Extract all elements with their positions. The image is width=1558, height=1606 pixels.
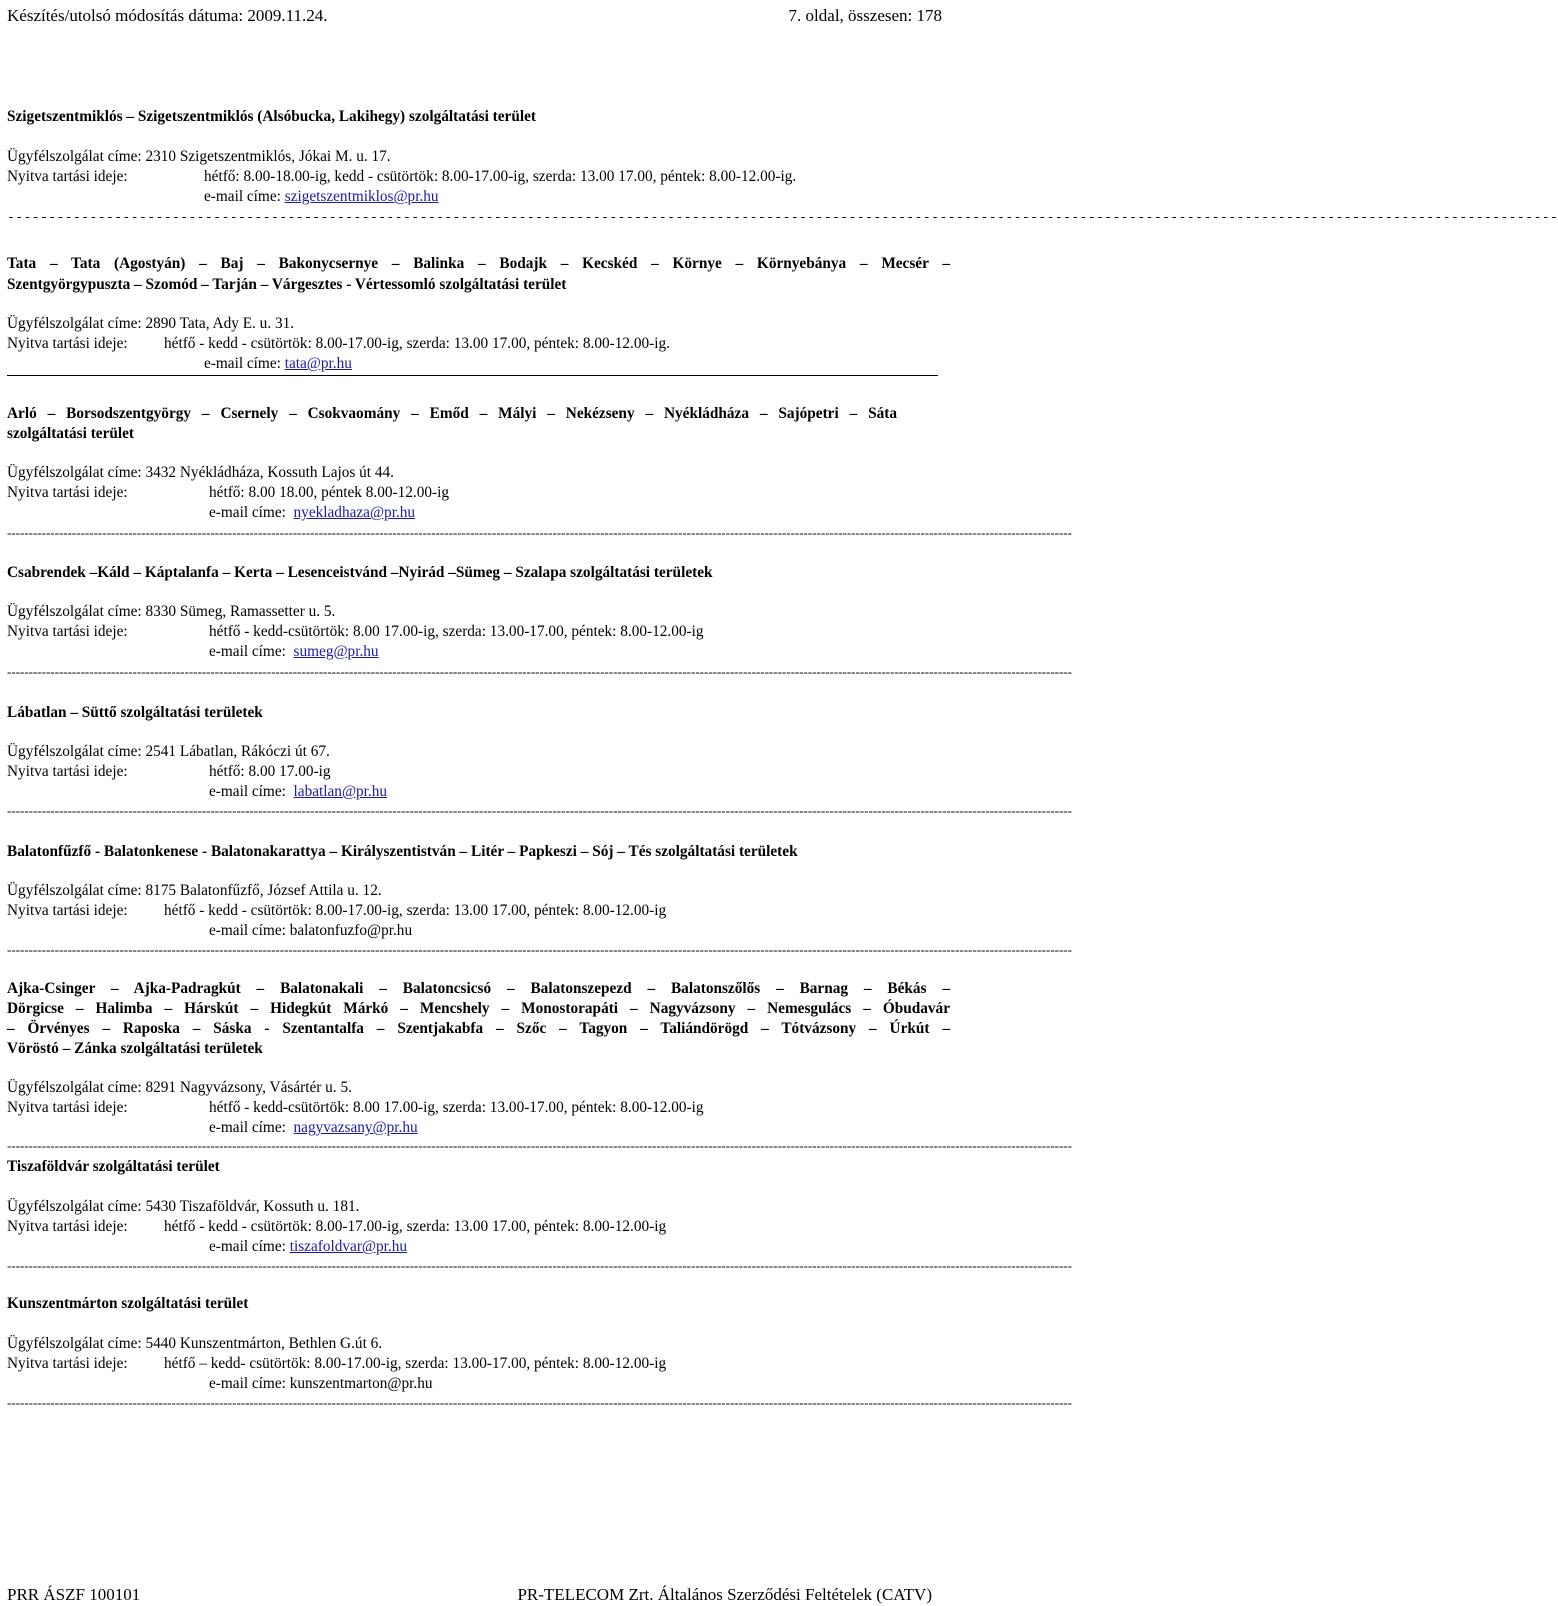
section-title: Arló – Borsodszentgyörgy – Csernely – Csokvaomány – Emőd – Mályi – Nekézseny – Nyékládháza – Sajópetri – Sáta — [7, 405, 897, 422]
email-text: balatonfuzfo@pr.hu — [289, 922, 413, 939]
separator-line — [7, 375, 938, 376]
hours-label: Nyitva tartási ideje: — [7, 1099, 128, 1116]
section-hours — [7, 167, 796, 187]
footer-doc-id: PRR ÁSZF 100101 — [7, 1585, 141, 1604]
section-address: Ügyfélszolgálat címe: 8175 Balatonfűzfő, József Attila u. 12. — [7, 882, 382, 899]
section-title: Kunszentmárton szolgáltatási terület — [7, 1295, 249, 1312]
section-title: Tiszaföldvár szolgáltatási terület — [7, 1158, 220, 1175]
section-title: Csabrendek –Káld – Káptalanfa – Kerta – Lesenceistvánd –Nyirád –Sümeg – Szalapa szolgáltatási területek — [7, 564, 713, 581]
email-text: kunszentmarton@pr.hu — [289, 1375, 433, 1392]
section-address: Ügyfélszolgálat címe: 8291 Nagyvázsony, Vásártér u. 5. — [7, 1079, 352, 1096]
section-email — [209, 921, 412, 941]
email-label: e-mail címe: — [209, 504, 286, 521]
header-page-number: 7. oldal, összesen: 178 — [788, 6, 942, 25]
header-date: Készítés/utolsó módosítás dátuma: 2009.11.24. — [7, 6, 328, 25]
section-address: Ügyfélszolgálat címe: 8330 Sümeg, Ramassetter u. 5. — [7, 603, 336, 620]
hours-value: hétfő: 8.00 18.00, péntek 8.00-12.00-ig — [209, 484, 450, 501]
separator-dashes: -------------------------------------------------------------------------------------------------------------------------------------------------------------------------------------------- — [7, 210, 1558, 225]
section-address: Ügyfélszolgálat címe: 2541 Lábatlan, Rákóczi út 67. — [7, 743, 330, 760]
hours-value: hétfő – kedd- csütörtök: 8.00-17.00-ig, szerda: 13.00-17.00, péntek: 8.00-12.00-ig — [164, 1355, 667, 1372]
separator-dashes: ------------------------------------------------------------------------------------------------------------------------------------------------------------------------------------------------------------------------------------------------------ — [7, 803, 1072, 818]
section-address: Ügyfélszolgálat címe: 5430 Tiszaföldvár, Kossuth u. 181. — [7, 1198, 360, 1215]
email-label: e-mail címe: — [209, 1119, 286, 1136]
email-label: e-mail címe: — [204, 355, 281, 372]
hours-label: Nyitva tartási ideje: — [7, 335, 128, 352]
section-hours — [7, 1217, 666, 1237]
section-title-cont: Vöröstó – Zánka szolgáltatási területek — [7, 1040, 263, 1057]
separator-dashes: ------------------------------------------------------------------------------------------------------------------------------------------------------------------------------------------------------------------------------------------------------ — [7, 1138, 1072, 1153]
section-title: Lábatlan – Süttő szolgáltatási területek — [7, 704, 263, 721]
email-label: e-mail címe: — [209, 783, 286, 800]
section-address: Ügyfélszolgálat címe: 2310 Szigetszentmiklós, Jókai M. u. 17. — [7, 148, 391, 165]
hours-label: Nyitva tartási ideje: — [7, 168, 128, 185]
hours-value: hétfő - kedd - csütörtök: 8.00-17.00-ig, szerda: 13.00 17.00, péntek: 8.00-12.00-ig. — [164, 335, 670, 352]
hours-label: Nyitva tartási ideje: — [7, 623, 128, 640]
section-address: Ügyfélszolgálat címe: 3432 Nyékládháza, Kossuth Lajos út 44. — [7, 464, 395, 481]
section-hours — [7, 334, 670, 354]
separator-dashes: ------------------------------------------------------------------------------------------------------------------------------------------------------------------------------------------------------------------------------------------------------ — [7, 1258, 1072, 1273]
section-title: Tata – Tata (Agostyán) – Baj – Bakonycsernye – Balinka – Bodajk – Kecskéd – Környe – Környebánya – Mecsér – — [7, 255, 950, 272]
section-address: Ügyfélszolgálat címe: 5440 Kunszentmárton, Bethlen G.út 6. — [7, 1335, 383, 1352]
hours-label: Nyitva tartási ideje: — [7, 902, 128, 919]
section-title: Szigetszentmiklós – Szigetszentmiklós (Alsóbucka, Lakihegy) szolgáltatási terület — [7, 108, 536, 125]
section-email — [204, 354, 352, 374]
section-address: Ügyfélszolgálat címe: 2890 Tata, Ady E. u. 31. — [7, 315, 295, 332]
hours-value: hétfő - kedd-csütörtök: 8.00 17.00-ig, szerda: 13.00-17.00, péntek: 8.00-12.00-ig — [209, 623, 704, 640]
separator-dashes: ------------------------------------------------------------------------------------------------------------------------------------------------------------------------------------------------------------------------------------------------------ — [7, 1395, 1072, 1410]
email-link[interactable]: tata@pr.hu — [284, 355, 352, 372]
separator-dashes: ------------------------------------------------------------------------------------------------------------------------------------------------------------------------------------------------------------------------------------------------------ — [7, 525, 1072, 540]
section-email — [209, 642, 379, 662]
hours-value: hétfő - kedd - csütörtök: 8.00-17.00-ig, szerda: 13.00 17.00, péntek: 8.00-12.00-ig — [164, 1218, 667, 1235]
section-email — [204, 187, 439, 207]
section-email — [209, 1237, 407, 1257]
section-hours — [7, 483, 449, 503]
section-title: Ajka-Csinger – Ajka-Padragkút – Balatonakali – Balatoncsicsó – Balatonszepezd – Balatonszőlős – Barnag – Békás – — [7, 980, 950, 997]
section-email — [209, 782, 387, 802]
section-hours — [7, 901, 666, 921]
section-hours — [7, 622, 704, 642]
hours-label: Nyitva tartási ideje: — [7, 763, 128, 780]
separator-dashes: ------------------------------------------------------------------------------------------------------------------------------------------------------------------------------------------------------------------------------------------------------ — [7, 942, 1072, 957]
hours-label: Nyitva tartási ideje: — [7, 1218, 128, 1235]
section-title-cont: – Örvényes – Raposka – Sáska - Szentantalfa – Szentjakabfa – Szőc – Tagyon – Taliándörögd – Tótvázsony – Úrkút – — [7, 1020, 950, 1037]
hours-label: Nyitva tartási ideje: — [7, 1355, 128, 1372]
email-label: e-mail címe: — [204, 188, 281, 205]
section-email — [209, 1118, 418, 1138]
email-link[interactable]: szigetszentmiklos@pr.hu — [284, 188, 439, 205]
section-hours — [7, 762, 331, 782]
section-email — [209, 503, 415, 523]
section-hours — [7, 1098, 704, 1118]
email-link[interactable]: sumeg@pr.hu — [293, 643, 379, 660]
section-title-cont: szolgáltatási terület — [7, 425, 135, 442]
hours-value: hétfő: 8.00-18.00-ig, kedd - csütörtök: 8.00-17.00-ig, szerda: 13.00 17.00, péntek: 8.00-12.00-ig. — [204, 168, 797, 185]
email-link[interactable]: tiszafoldvar@pr.hu — [289, 1238, 408, 1255]
section-hours — [7, 1354, 666, 1374]
section-email — [209, 1374, 433, 1394]
footer-doc-title: PR-TELECOM Zrt. Általános Szerződési Feltételek (CATV) — [517, 1585, 932, 1604]
section-title-cont: Szentgyörgypuszta – Szomód – Tarján – Várgesztes - Vértessomló szolgáltatási terület — [7, 276, 567, 293]
email-link[interactable]: nagyvazsany@pr.hu — [293, 1119, 418, 1136]
email-label: e-mail címe: — [209, 1375, 286, 1392]
hours-value: hétfő - kedd-csütörtök: 8.00 17.00-ig, szerda: 13.00-17.00, péntek: 8.00-12.00-ig — [209, 1099, 704, 1116]
email-link[interactable]: nyekladhaza@pr.hu — [293, 504, 416, 521]
separator-dashes: ------------------------------------------------------------------------------------------------------------------------------------------------------------------------------------------------------------------------------------------------------ — [7, 664, 1072, 679]
email-link[interactable]: labatlan@pr.hu — [293, 783, 388, 800]
hours-label: Nyitva tartási ideje: — [7, 484, 128, 501]
hours-value: hétfő: 8.00 17.00-ig — [209, 763, 331, 780]
section-title-cont: Dörgicse – Halimba – Hárskút – Hidegkút Márkó – Mencshely – Monostorapáti – Nagyvázsony – Nemesgulács – Óbudavár — [7, 1000, 950, 1017]
section-title: Balatonfűzfő - Balatonkenese - Balatonakarattya – Királyszentistván – Litér – Papkeszi – Sój – Tés szolgáltatási területek — [7, 843, 798, 860]
hours-value: hétfő - kedd - csütörtök: 8.00-17.00-ig, szerda: 13.00 17.00, péntek: 8.00-12.00-ig — [164, 902, 667, 919]
email-label: e-mail címe: — [209, 643, 286, 660]
email-label: e-mail címe: — [209, 1238, 286, 1255]
email-label: e-mail címe: — [209, 922, 286, 939]
